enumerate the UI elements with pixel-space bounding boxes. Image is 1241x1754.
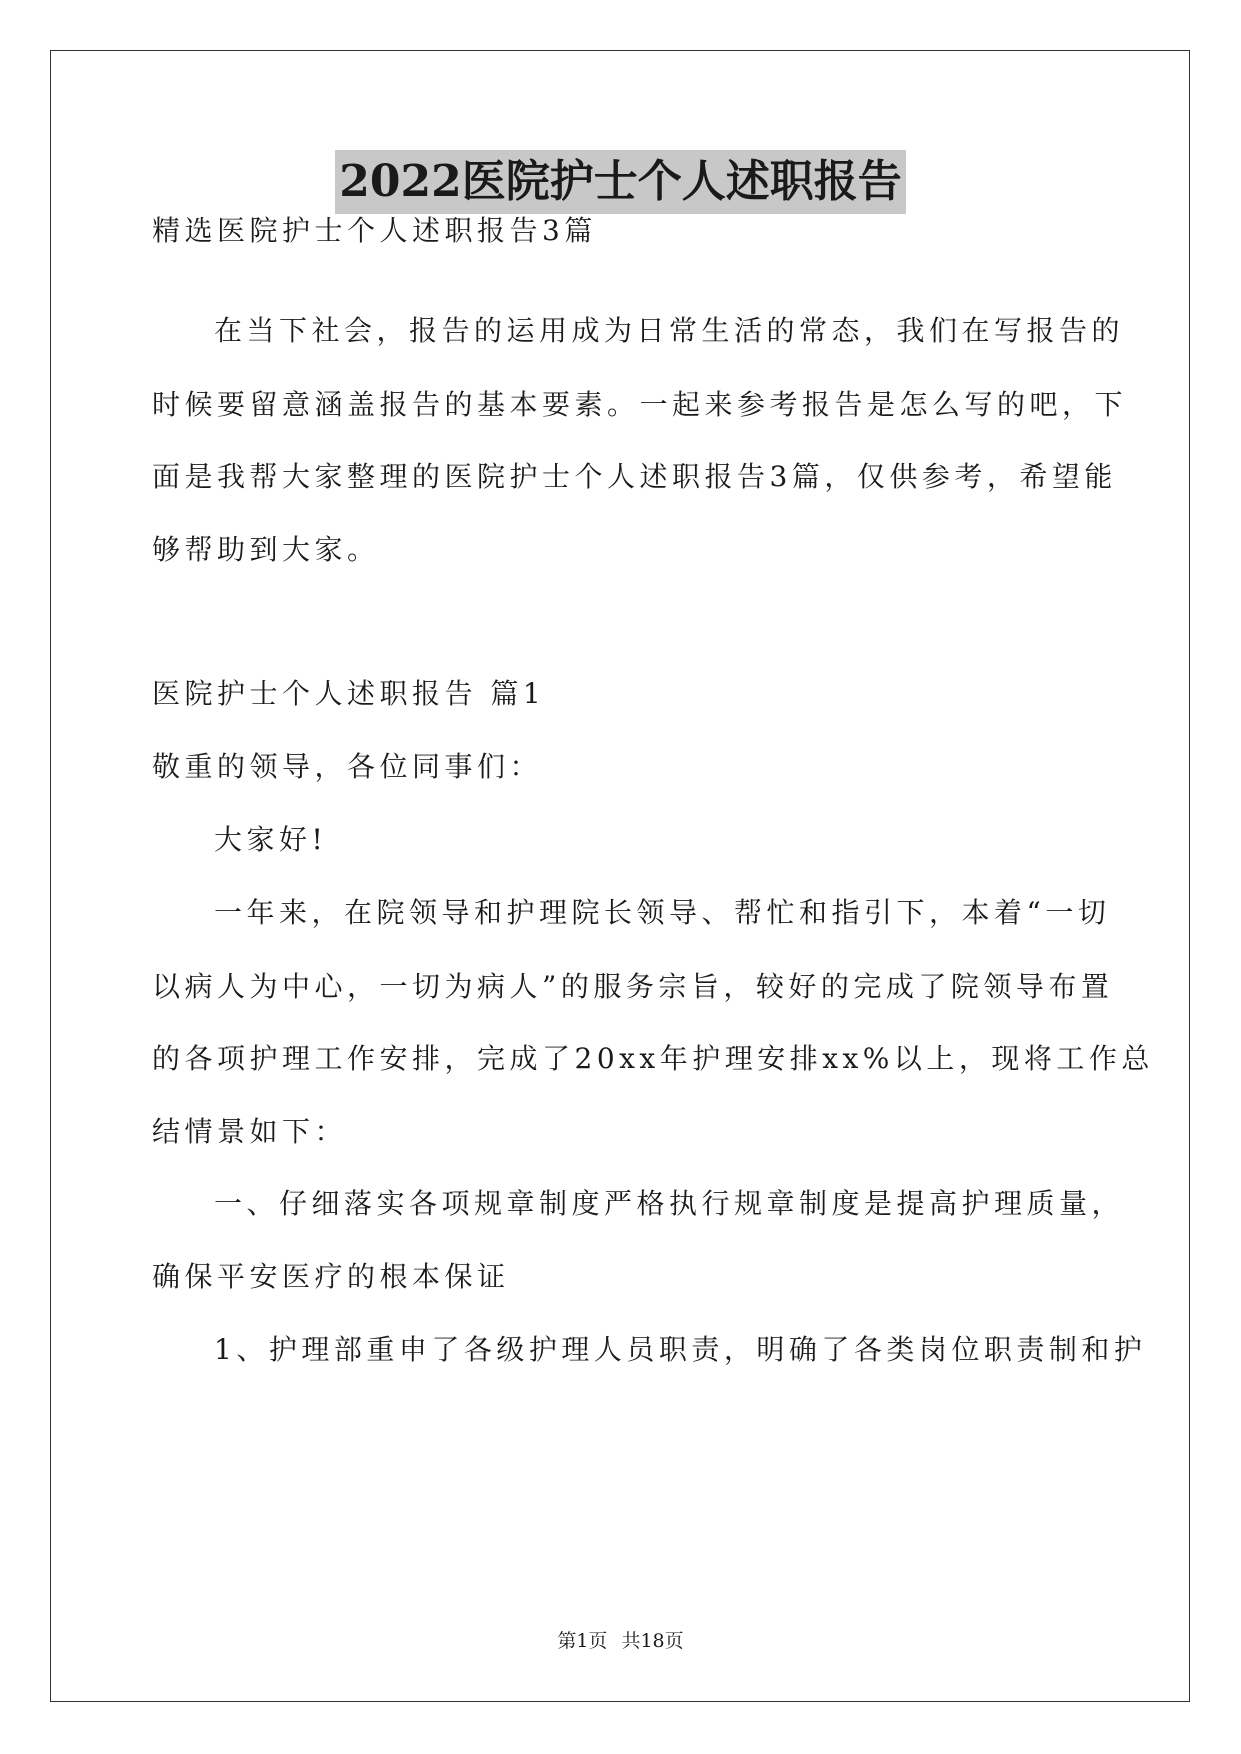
point-line-2: 确保平安医疗的根本保证 — [152, 1260, 510, 1293]
intro-line-3: 面是我帮大家整理的医院护士个人述职报告3篇，仅供参考，希望能 — [152, 460, 1117, 493]
point-line-1: 一、仔细落实各项规章制度严格执行规章制度是提高护理质量， — [214, 1187, 1125, 1220]
page-number: 第1页 — [557, 1630, 608, 1652]
salutation: 敬重的领导，各位同事们： — [152, 750, 543, 783]
item-line-1: 1、护理部重申了各级护理人员职责，明确了各类岗位职责制和护 — [214, 1333, 1147, 1366]
intro-line-2: 时候要留意涵盖报告的基本要素。一起来参考报告是怎么写的吧，下 — [152, 388, 1128, 421]
page-footer — [0, 1628, 1241, 1654]
body-line-3: 的各项护理工作安排，完成了20xx年护理安排xx%以上，现将工作总 — [152, 1042, 1154, 1075]
document-subtitle: 精选医院护士个人述职报告3篇 — [152, 214, 597, 247]
title-container — [0, 150, 1241, 214]
greeting: 大家好! — [214, 823, 328, 856]
intro-line-4: 够帮助到大家。 — [152, 533, 380, 566]
page-total: 共18页 — [621, 1630, 684, 1652]
section-heading: 医院护士个人述职报告 篇1 — [152, 677, 546, 710]
intro-line-1: 在当下社会，报告的运用成为日常生活的常态，我们在写报告的 — [214, 314, 1125, 347]
document-title: 2022医院护士个人述职报告 — [335, 150, 905, 214]
body-line-2: 以病人为中心，一切为病人”的服务宗旨，较好的完成了院领导布置 — [152, 970, 1114, 1003]
page-border — [50, 50, 1190, 1702]
body-line-1: 一年来，在院领导和护理院长领导、帮忙和指引下，本着“一切 — [214, 896, 1111, 929]
body-line-4: 结情景如下： — [152, 1115, 348, 1148]
